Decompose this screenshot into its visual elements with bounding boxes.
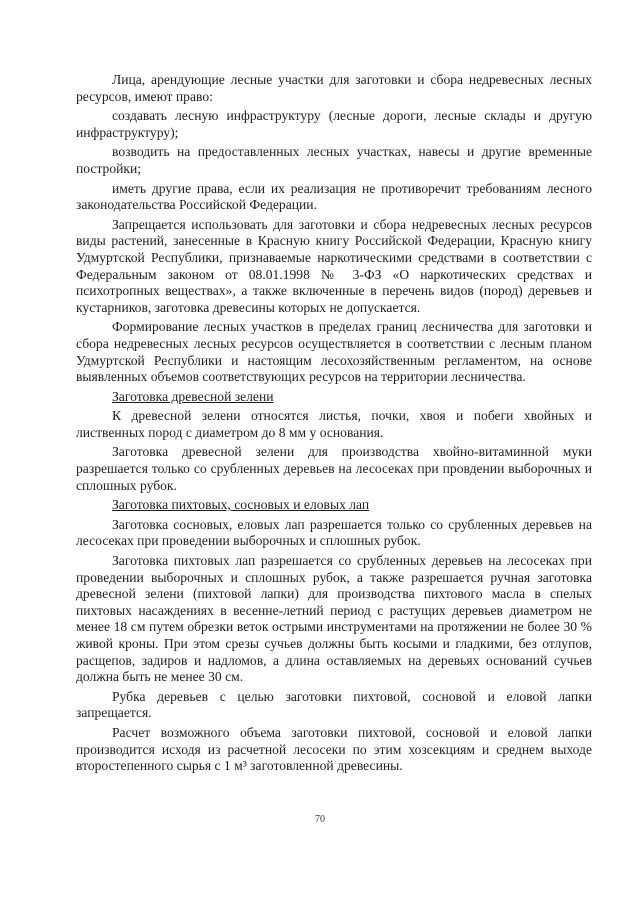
paragraph-rights-intro: Лица, арендующие лесные участки для заготовки и сбора недревесных лесных ресурсов, имеют право: — [76, 72, 592, 104]
paragraph-fir-branches: Заготовка пихтовых лап разрешается со срубленных деревьев на лесосеках при проведении выборочных и сплошных рубок, а также разрешается ручная заготовка древесной зелени (пихтовой лапки) для производства пихтового масла в спелых пихтовых насаждениях в весенне-летний период с растущих деревьев диаметром не менее 18 см путем обрезки веток острыми инструментами на протяжении не более 30 % живой кроны. При этом срезы сучьев должны быть косыми и гладкими, без отлупов, расщепов, задиров и надломов, а длина оставляемых на деревьях оснований сучьев должна быть не менее 30 см. — [76, 553, 592, 685]
paragraph-pine-spruce-branches: Заготовка сосновых, еловых лап разрешается только со срубленных деревьев на лесосеках при проведении выборочных и сплошных рубок. — [76, 516, 592, 549]
paragraph-right-infrastructure: создавать лесную инфраструктуру (лесные дороги, лесные склады и другую инфраструктуру); — [76, 108, 592, 140]
paragraph-greenery-harvest: Заготовка древесной зелени для производства хвойно-витаминной муки разрешается только со срубленных деревьев на лесосеках при провдении выборочных и сплошных рубок. — [76, 444, 592, 493]
document-body — [76, 72, 592, 778]
section-heading-greenery: Заготовка древесной зелени — [112, 388, 274, 404]
paragraph-right-structures: возводить на предоставленных лесных участках, навесы и другие временные постройки; — [76, 144, 592, 176]
paragraph-right-other: иметь другие права, если их реализация не противоречит требованиям лесного законодательства Российской Федерации. — [76, 180, 592, 213]
paragraph-plot-formation: Формирование лесных участков в пределах границ лесничества для заготовки и сбора недревесных лесных ресурсов осуществляется в соответствии с лесным планом Удмуртской Республики и настоящим лесохозяйственным регламентом, на основе выявленных объемов соответствующих ресурсов на территории лесничества. — [76, 319, 592, 385]
paragraph-volume-calculation: Расчет возможного объема заготовки пихтовой, сосновой и еловой лапки производится исходя из расчетной лесосеки по этим хозсекциям и среднем выходе второстепенного сырья с 1 м³ заготовленной древесины. — [76, 724, 592, 774]
section-heading-branches: Заготовка пихтовых, сосновых и еловых лап — [112, 497, 370, 513]
paragraph-greenery-definition: К древесной зелени относятся листья, почки, хвоя и побеги хвойных и лиственных пород с диаметром до 8 мм у основания. — [76, 408, 592, 440]
page-number: 70 — [315, 814, 325, 825]
paragraph-felling-prohibited: Рубка деревьев с целью заготовки пихтовой, сосновой и еловой лапки запрещается. — [76, 688, 592, 721]
paragraph-prohibited-species: Запрещается использовать для заготовки и сбора недревесных лесных ресурсов виды растений, занесенные в Красную книгу Российской Федерации, Красную книгу Удмуртской Республики, признаваемые наркотическими средствами в соответствии с Федеральным законом от 08.01.1998 № 3-ФЗ «О наркотических средствах и психотропных веществах», а также включенные в перечень видов (пород) деревьев и кустарников, заготовка древесины которых не допускается. — [76, 216, 592, 315]
